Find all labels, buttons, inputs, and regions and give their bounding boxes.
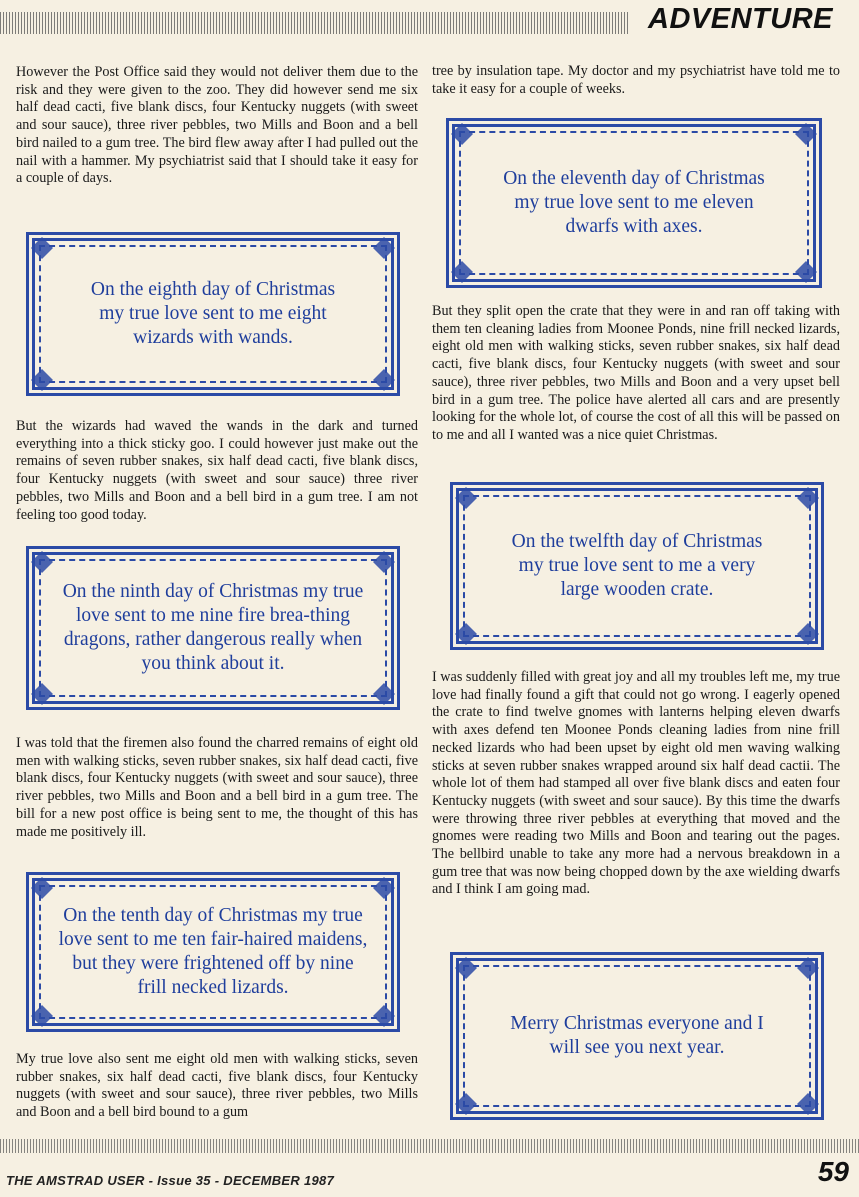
left-paragraph-1: However the Post Office said they would not deliver them due to the risk and they were given to the zoo. They did however send me six half dead cacti, five blank discs, four Kentucky nuggets (with sweet and sour sauce), three river pebbles, two Mills and Boon and a bell bird nailed to a gum tree. The bird flew away after I had pulled out the nail with a hammer. My psychiatrist said that I should take it easy for a couple of days. xyxy=(16,64,418,187)
right-paragraph-3: I was suddenly filled with great joy and all my troubles left me, my true love had finally found a gift that could not go wrong. I eagerly opened the crate to find twelve gnomes with lanterns helping eleven dwarfs with axes defend ten Moonee Ponds cleaning ladies from nine frill necked lizards who had been upset by eight old men waving walking sticks at seven rubber snakes wrapped around six half dead cactii. The whole lot of them had stamped all over five blank discs and eaten four Kentucky nuggets (with sweet and sour sauce). By this time the dwarfs were throwing three river pebbles at everything that moved and the gnomes were reading two Mills and Boon and tearing out the pages. The bellbird unable to take any more had a nervous breakdown in a gum tree that was now being chopped down by the axe wielding dwarfs and I think I am going mad. xyxy=(432,669,840,898)
decorative-box-merry-christmas xyxy=(450,952,824,1120)
left-paragraph-2: But the wizards had waved the wands in the dark and turned everything into a thick sticky goo. I could however just make out the remains of seven rubber snakes, six half dead cacti, five blank discs, four Kentucky nuggets (with sweet and sour sauce) three river pebbles, two Mills and Boon and a bell bird in a gum tree. I am not feeling too good today. xyxy=(16,418,418,523)
decorative-box-tenth-day xyxy=(26,872,400,1032)
left-paragraph-3: I was told that the firemen also found the charred remains of eight old men with walking sticks, seven rubber snakes, six half dead cacti, five blank discs, four Kentucky nuggets (with sweet and sour sauce), three river pebbles, two Mills and Boon and a bell bird in a gum tree. The bill for a new post office is being sent to me, the thought of this has made me positively ill. xyxy=(16,735,418,840)
right-paragraph-1: tree by insulation tape. My doctor and my psychiatrist have told me to take it easy for a couple of weeks. xyxy=(432,63,840,97)
box-text: On the tenth day of Christmas my true love sent to me ten fair-haired maidens, but they were frightened off by nine frill necked lizards. xyxy=(58,905,368,998)
footer-publication: THE AMSTRAD USER - Issue 35 - DECEMBER 1987 xyxy=(6,1173,335,1188)
page-number: 59 xyxy=(817,1156,849,1187)
left-paragraph-4: My true love also sent me eight old men with walking sticks, seven rubber snakes, six half dead cacti, five blank discs, four Kentucky nuggets (with sweet and sour sauce), three river pebbles, two Mills and Boon and a bell bird bound to a gum xyxy=(16,1051,418,1121)
box-text: Merry Christmas everyone and I will see you next year. xyxy=(510,1013,764,1058)
box-text: On the eleventh day of Christmas my true love sent to me eleven dwarfs with axes. xyxy=(503,168,765,237)
box-text: On the ninth day of Christmas my true love sent to me nine fire brea-thing dragons, rather dangerous really when you think about it. xyxy=(62,581,364,674)
decorative-box-twelfth-day xyxy=(450,482,824,650)
decorative-box-eighth-day xyxy=(26,232,400,396)
decorative-box-ninth-day xyxy=(26,546,400,710)
decorative-box-eleventh-day xyxy=(446,118,822,288)
right-paragraph-2: But they split open the crate that they were in and ran off taking with them ten cleaning ladies from Moonee Ponds, nine frill necked lizards, eight old men with walking sticks, seven rubber snakes, six half dead cacti, five blank discs, four Kentucky nuggets (with sweet and sour sauce), three river pebbles, two Mills and Boon and a very upset bell bird in a gum tree. The police have alerted all cars and are presently looking for the whole lot, of course the cost of all this will be passed on to me and all I wanted was a nice quiet Christmas. xyxy=(432,303,840,443)
header-hatch-rule xyxy=(0,12,630,34)
box-text: On the twelfth day of Christmas my true love sent to me a very large wooden crate. xyxy=(511,531,763,600)
footer-hatch-rule xyxy=(0,1139,859,1153)
box-text: On the eighth day of Christmas my true love sent to me eight wizards with wands. xyxy=(90,279,336,348)
section-title: ADVENTURE xyxy=(648,3,833,35)
